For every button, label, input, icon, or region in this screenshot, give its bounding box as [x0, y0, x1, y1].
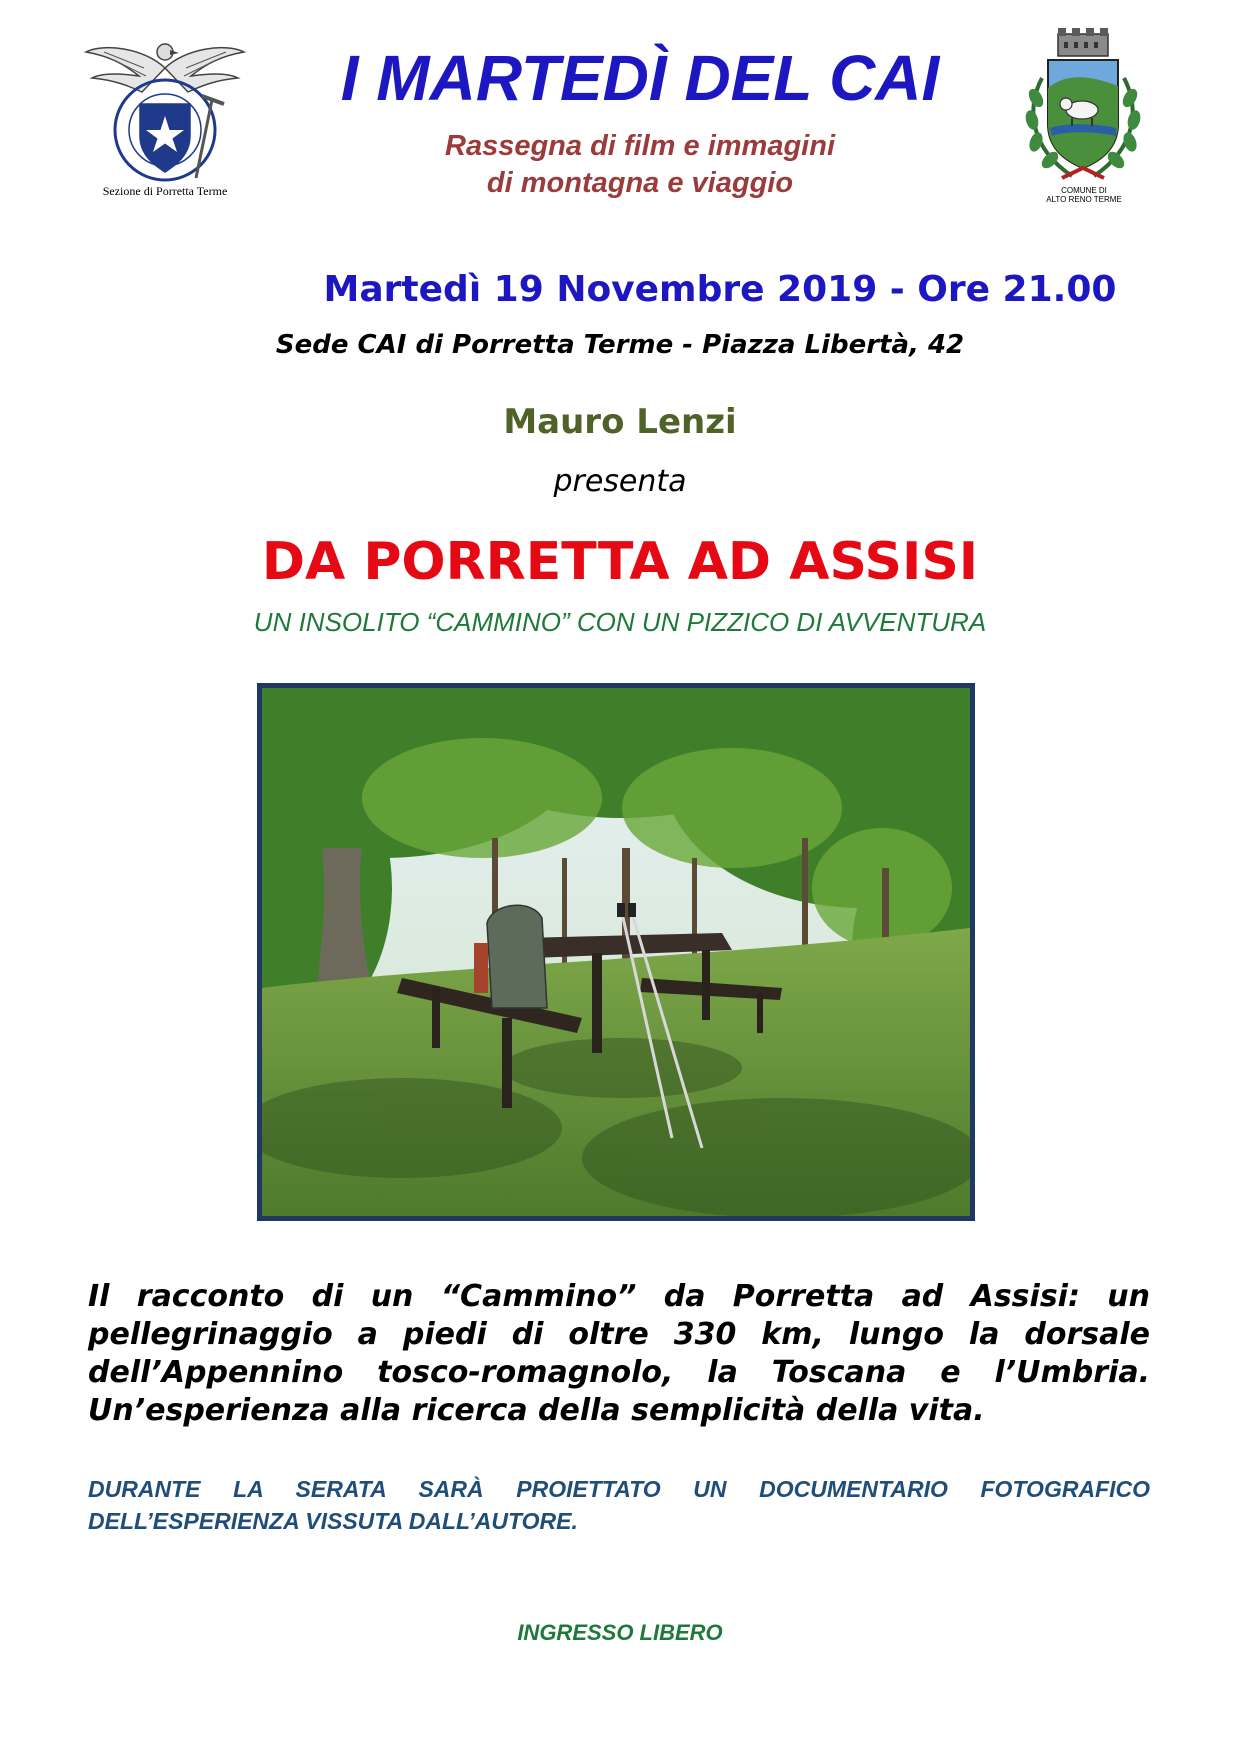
- page-title: I MARTEDÌ DEL CAI: [340, 42, 940, 114]
- event-place: Sede CAI di Porretta Terme - Piazza Libertà, 42: [275, 330, 965, 360]
- free-entry-label: INGRESSO LIBERO: [517, 1620, 723, 1645]
- presents-label: presenta: [553, 464, 687, 499]
- cai-logo-icon: [84, 38, 246, 203]
- cai-caption: Sezione di Porretta Terme: [102, 184, 228, 198]
- event-date-time: Martedì 19 Novembre 2019 - Ore 21.00: [323, 269, 1117, 310]
- comune-caption: [1018, 186, 1150, 204]
- comune-caption-line-2: ALTO RENO TERME: [1046, 195, 1122, 204]
- subtitle-line-1: Rassegna di film e immagini: [445, 130, 835, 162]
- comune-caption-line-1: COMUNE DI: [1061, 186, 1107, 195]
- subtitle-line-2: di montagna e viaggio: [486, 167, 794, 199]
- comune-coat-of-arms-icon: [1022, 28, 1144, 200]
- event-tagline: UN INSOLITO “CAMMINO” CON UN PIZZICO DI AVVENTURA: [253, 607, 987, 637]
- event-title: DA PORRETTA AD ASSISI: [261, 532, 979, 592]
- screening-notice: DURANTE LA SERATA SARÀ PROIETTATO UN DOCUMENTARIO FOTOGRAFICO DELL’ESPERIENZA VISSUTA DALL’AUTORE.: [88, 1476, 1150, 1534]
- author-name: Mauro Lenzi: [503, 402, 737, 442]
- event-photo: [257, 683, 975, 1221]
- page-subtitle: [360, 128, 920, 202]
- event-description: Il racconto di un “Cammino” da Porretta ad Assisi: un pellegrinaggio a piedi di oltre 330 km, lungo la dorsale dell’Appennino tosco-romagnolo, la Toscana e l’Umbria. Un’esperienza alla ricerca della semplicità della vita.: [88, 1279, 1150, 1428]
